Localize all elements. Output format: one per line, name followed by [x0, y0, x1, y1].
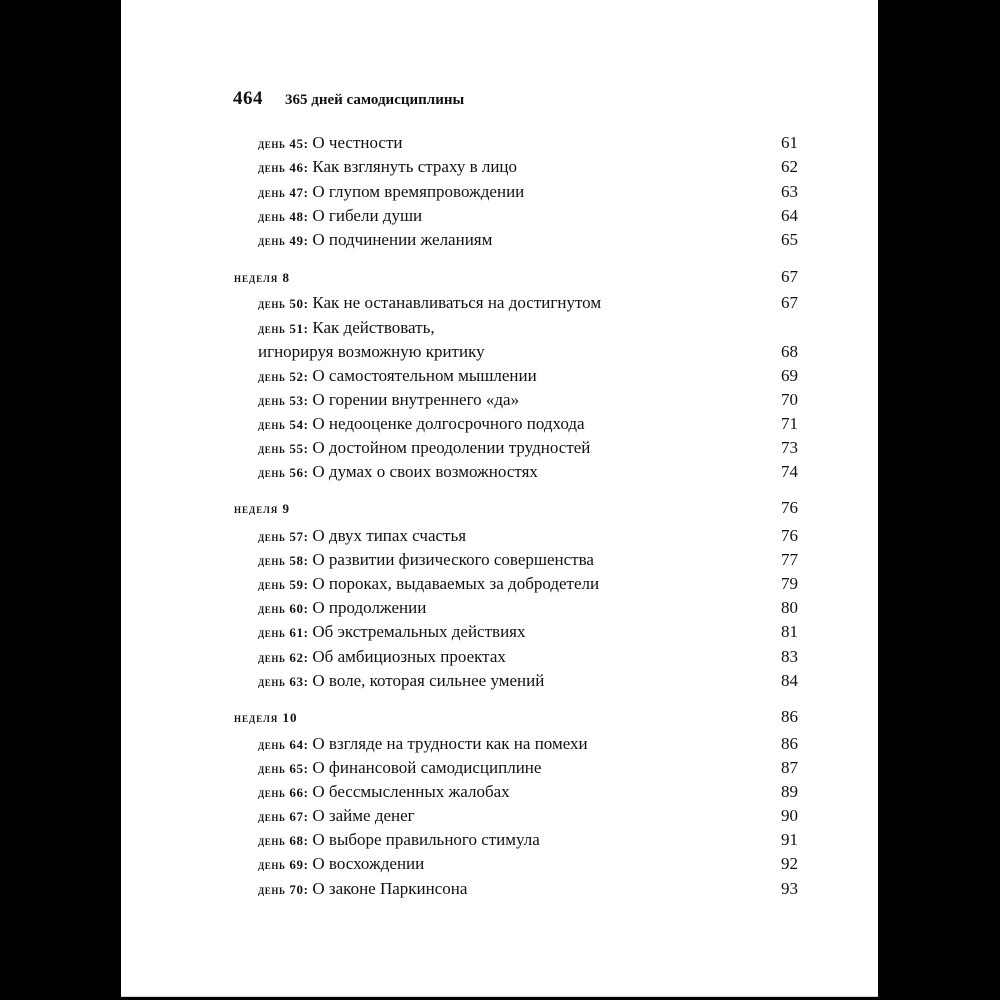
- week-label: [234, 710, 298, 725]
- toc-week-row: [234, 265, 798, 289]
- toc-continuation-row: [258, 340, 798, 364]
- entry-page-number: 86: [781, 734, 798, 753]
- entry-number: 51: [289, 321, 304, 336]
- toc-day-row: [258, 316, 798, 340]
- toc-day-row: [258, 572, 798, 596]
- entry-title: О воле, которая сильнее умений: [312, 671, 545, 690]
- entry-number: 9: [282, 501, 291, 516]
- entry-page-number: 81: [781, 622, 798, 641]
- entry-page-number: 91: [781, 830, 798, 849]
- day-label: день 69:: [258, 857, 313, 872]
- toc-day-row: [258, 645, 798, 669]
- toc-day-row: [258, 756, 798, 780]
- entry-title: О развитии физического совершенства: [312, 550, 594, 569]
- entry-number: 54: [289, 417, 304, 432]
- day-label: день 57:: [258, 529, 313, 544]
- day-label: день 51:: [258, 321, 313, 336]
- entry-page-number: 63: [781, 182, 798, 201]
- entry-page-number: 69: [781, 366, 798, 385]
- day-label: день 58:: [258, 553, 313, 568]
- entry-page-number: 62: [781, 157, 798, 176]
- entry-page-number: 83: [781, 647, 798, 666]
- entry-number: 48: [289, 209, 304, 224]
- toc-week-row: [234, 705, 798, 729]
- entry-kind: день: [258, 136, 286, 151]
- entry-kind: день: [258, 833, 286, 848]
- entry-number: 47: [289, 185, 304, 200]
- entry-title: Об экстремальных действиях: [312, 622, 526, 641]
- toc-day-row: [258, 436, 798, 460]
- toc-day-row: [258, 669, 798, 693]
- toc-day-row: [258, 460, 798, 484]
- entry-page-number: 86: [781, 707, 798, 726]
- entry-kind: неделя: [234, 710, 279, 725]
- entry-page-number: 67: [781, 293, 798, 312]
- entry-title: О горении внутреннего «да»: [312, 390, 520, 409]
- entry-kind: неделя: [234, 501, 279, 516]
- entry-number: 52: [289, 369, 304, 384]
- entry-number: 46: [289, 160, 304, 175]
- entry-title: О бессмысленных жалобах: [312, 782, 510, 801]
- entry-page-number: 76: [781, 526, 798, 545]
- entry-page-number: 74: [781, 462, 798, 481]
- toc-day-row: [258, 804, 798, 828]
- toc-day-row: [258, 732, 798, 756]
- toc-day-row: [258, 596, 798, 620]
- entry-kind: день: [258, 209, 286, 224]
- entry-number: 64: [289, 737, 304, 752]
- book-page: [121, 0, 878, 997]
- entry-title: О подчинении желаниям: [312, 230, 493, 249]
- toc-day-row: [258, 548, 798, 572]
- entry-kind: день: [258, 233, 286, 248]
- entry-kind: день: [258, 160, 286, 175]
- entry-title: О самостоятельном мышлении: [312, 366, 537, 385]
- entry-title: О восхождении: [312, 854, 425, 873]
- entry-number: 10: [282, 710, 298, 725]
- entry-number: 56: [289, 465, 304, 480]
- entry-number: 57: [289, 529, 304, 544]
- toc-day-row: [258, 180, 798, 204]
- day-label: день 50:: [258, 296, 313, 311]
- entry-kind: день: [258, 650, 286, 665]
- entry-kind: день: [258, 761, 286, 776]
- entry-title: О гибели души: [312, 206, 423, 225]
- day-label: день 59:: [258, 577, 313, 592]
- day-label: день 56:: [258, 465, 313, 480]
- table-of-contents: [121, 0, 878, 997]
- entry-kind: день: [258, 577, 286, 592]
- entry-page-number: 64: [781, 206, 798, 225]
- entry-title: О глупом времяпровождении: [312, 182, 525, 201]
- entry-number: 65: [289, 761, 304, 776]
- entry-page-number: 73: [781, 438, 798, 457]
- entry-kind: день: [258, 441, 286, 456]
- day-label: день 61:: [258, 625, 313, 640]
- day-label: день 52:: [258, 369, 313, 384]
- entry-kind: день: [258, 393, 286, 408]
- entry-page-number: 71: [781, 414, 798, 433]
- entry-page-number: 61: [781, 133, 798, 152]
- entry-number: 66: [289, 785, 304, 800]
- entry-title: О выборе правильного стимула: [312, 830, 540, 849]
- entry-number: 60: [289, 601, 304, 616]
- entry-kind: день: [258, 809, 286, 824]
- entry-number: 68: [289, 833, 304, 848]
- entry-kind: день: [258, 737, 286, 752]
- entry-kind: день: [258, 674, 286, 689]
- entry-number: 59: [289, 577, 304, 592]
- page-bottom-edge: [121, 996, 878, 997]
- day-label: день 67:: [258, 809, 313, 824]
- entry-number: 8: [282, 270, 291, 285]
- day-label: день 68:: [258, 833, 313, 848]
- toc-day-row: [258, 412, 798, 436]
- entry-kind: день: [258, 369, 286, 384]
- entry-title: игнорируя возможную критику: [258, 342, 485, 361]
- entry-page-number: 76: [781, 498, 798, 517]
- entry-number: 49: [289, 233, 304, 248]
- toc-day-row: [258, 780, 798, 804]
- entry-kind: неделя: [234, 270, 279, 285]
- entry-number: 69: [289, 857, 304, 872]
- entry-number: 53: [289, 393, 304, 408]
- entry-number: 45: [289, 136, 304, 151]
- entry-kind: день: [258, 882, 286, 897]
- toc-day-row: [258, 291, 798, 315]
- entry-kind: день: [258, 185, 286, 200]
- entry-title: Об амбициозных проектах: [312, 647, 506, 666]
- entry-page-number: 80: [781, 598, 798, 617]
- toc-day-row: [258, 828, 798, 852]
- entry-title: О пороках, выдаваемых за добродетели: [312, 574, 600, 593]
- entry-number: 70: [289, 882, 304, 897]
- toc-day-row: [258, 620, 798, 644]
- entry-kind: день: [258, 321, 286, 336]
- day-label: день 45:: [258, 136, 313, 151]
- entry-title: О финансовой самодисциплине: [312, 758, 542, 777]
- entry-title: О двух типах счастья: [312, 526, 467, 545]
- week-label: [234, 501, 290, 516]
- entry-kind: день: [258, 625, 286, 640]
- entry-number: 67: [289, 809, 304, 824]
- entry-page-number: 70: [781, 390, 798, 409]
- entry-page-number: 89: [781, 782, 798, 801]
- entry-page-number: 65: [781, 230, 798, 249]
- day-label: день 55:: [258, 441, 313, 456]
- entry-page-number: 87: [781, 758, 798, 777]
- day-label: день 66:: [258, 785, 313, 800]
- entry-page-number: 90: [781, 806, 798, 825]
- toc-day-row: [258, 524, 798, 548]
- entry-number: 61: [289, 625, 304, 640]
- entry-kind: день: [258, 785, 286, 800]
- entry-page-number: 68: [781, 342, 798, 361]
- entry-kind: день: [258, 465, 286, 480]
- toc-day-row: [258, 388, 798, 412]
- entry-page-number: 79: [781, 574, 798, 593]
- entry-title: О взгляде на трудности как на помехи: [312, 734, 588, 753]
- entry-number: 62: [289, 650, 304, 665]
- entry-number: 58: [289, 553, 304, 568]
- entry-title: О честности: [312, 133, 403, 152]
- entry-title: О займе денег: [312, 806, 415, 825]
- day-label: день 53:: [258, 393, 313, 408]
- entry-page-number: 77: [781, 550, 798, 569]
- toc-week-row: [234, 496, 798, 520]
- day-label: день 47:: [258, 185, 313, 200]
- entry-number: 55: [289, 441, 304, 456]
- day-label: день 49:: [258, 233, 313, 248]
- entry-title: О продолжении: [312, 598, 427, 617]
- day-label: день 63:: [258, 674, 313, 689]
- entry-page-number: 67: [781, 267, 798, 286]
- toc-day-row: [258, 364, 798, 388]
- entry-kind: день: [258, 601, 286, 616]
- book-title: 365 дней самодисциплины: [285, 92, 465, 108]
- week-label: [234, 270, 290, 285]
- entry-title: Как не останавливаться на достигнутом: [312, 293, 602, 312]
- entry-page-number: 93: [781, 879, 798, 898]
- toc-day-row: [258, 852, 798, 876]
- entry-number: 50: [289, 296, 304, 311]
- entry-kind: день: [258, 553, 286, 568]
- entry-kind: день: [258, 296, 286, 311]
- entry-kind: день: [258, 529, 286, 544]
- entry-number: 63: [289, 674, 304, 689]
- entry-title: Как взглянуть страху в лицо: [312, 157, 518, 176]
- entry-kind: день: [258, 417, 286, 432]
- entry-page-number: 92: [781, 854, 798, 873]
- entry-title: О недооценке долгосрочного подхода: [312, 414, 585, 433]
- entry-page-number: 84: [781, 671, 798, 690]
- toc-day-row: [258, 877, 798, 901]
- page-number: 464: [233, 88, 263, 109]
- entry-title: О законе Паркинсона: [312, 879, 468, 898]
- toc-day-row: [258, 131, 798, 155]
- day-label: день 54:: [258, 417, 313, 432]
- toc-day-row: [258, 155, 798, 179]
- entry-title: О думах о своих возможностях: [312, 462, 538, 481]
- day-label: день 60:: [258, 601, 313, 616]
- toc-day-row: [258, 204, 798, 228]
- day-label: день 64:: [258, 737, 313, 752]
- entry-title: Как действовать,: [312, 318, 435, 337]
- day-label: день 46:: [258, 160, 313, 175]
- entry-kind: день: [258, 857, 286, 872]
- day-label: день 62:: [258, 650, 313, 665]
- day-label: день 70:: [258, 882, 313, 897]
- entry-title: О достойном преодолении трудностей: [312, 438, 591, 457]
- toc-day-row: [258, 228, 798, 252]
- day-label: день 48:: [258, 209, 313, 224]
- day-label: день 65:: [258, 761, 313, 776]
